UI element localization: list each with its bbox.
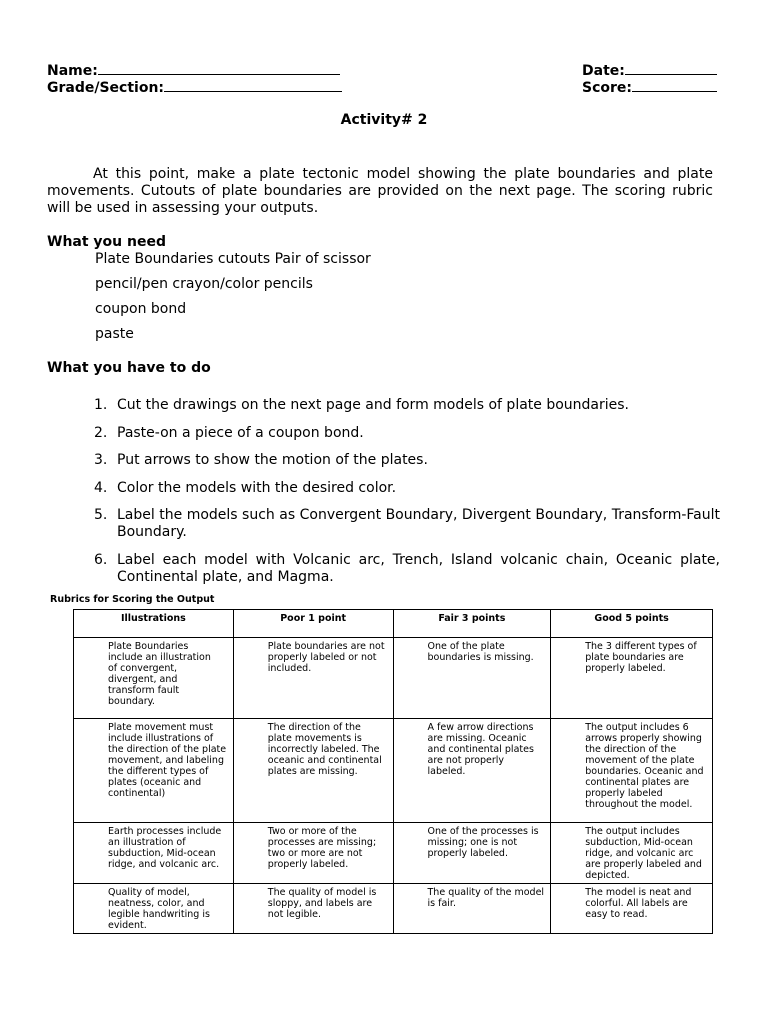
rubric-table xyxy=(73,609,713,934)
step-number: 2. xyxy=(94,425,108,441)
step-text: Put arrows to show the motion of the plates. xyxy=(117,452,428,468)
need-item: coupon bond xyxy=(95,301,187,317)
rubric-header-cell: Poor 1 point xyxy=(233,610,393,638)
grade-section-label: Grade/Section: xyxy=(47,80,165,96)
need-item: paste xyxy=(95,326,134,342)
step-item xyxy=(94,480,720,498)
need-item: pencil/pen crayon/color pencils xyxy=(95,276,313,292)
rubric-row xyxy=(74,638,713,719)
step-number: 3. xyxy=(94,452,108,468)
what-you-need-heading: What you need xyxy=(47,234,166,250)
score-field[interactable] xyxy=(582,78,717,96)
rubric-cell: Plate boundaries are not properly labeled or not included. xyxy=(233,638,393,719)
rubric-cell: The quality of the model is fair. xyxy=(393,884,551,934)
step-number: 4. xyxy=(94,480,108,496)
step-item xyxy=(94,397,720,415)
step-number: 5. xyxy=(94,507,108,523)
step-text: Color the models with the desired color. xyxy=(117,480,397,496)
score-label: Score: xyxy=(582,80,632,96)
rubric-cell: The output includes subduction, Mid-ocean ridge, and volcanic arc are properly labeled and depicted. xyxy=(551,823,713,884)
grade-section-field[interactable] xyxy=(47,78,342,96)
date-label: Date: xyxy=(582,63,625,79)
step-number: 1. xyxy=(94,397,108,413)
need-item: Plate Boundaries cutouts Pair of scissor xyxy=(95,251,371,267)
activity-title: Activity# 2 xyxy=(340,112,428,128)
rubric-cell: One of the processes is missing; one is not properly labeled. xyxy=(393,823,551,884)
step-text: Label the models such as Convergent Boundary, Divergent Boundary, Transform-Fault Boundary. xyxy=(117,507,720,540)
step-item xyxy=(94,552,720,588)
step-item xyxy=(94,452,720,470)
rubric-header-row xyxy=(74,610,713,638)
rubric-cell: Two or more of the processes are missing; two or more are not properly labeled. xyxy=(233,823,393,884)
what-you-have-to-do-heading: What you have to do xyxy=(47,360,211,376)
step-item xyxy=(94,507,720,543)
score-blank[interactable] xyxy=(632,78,717,92)
step-text: Paste-on a piece of a coupon bond. xyxy=(117,425,364,441)
rubric-cell: Plate movement must include illustrations of the direction of the plate movement, and labeling the different types of plates (oceanic and continental) xyxy=(74,719,234,823)
rubric-header-cell: Good 5 points xyxy=(551,610,713,638)
name-blank[interactable] xyxy=(98,61,340,75)
rubric-header-cell: Fair 3 points xyxy=(393,610,551,638)
rubric-header-cell: Illustrations xyxy=(74,610,234,638)
date-field[interactable] xyxy=(582,61,717,79)
step-item xyxy=(94,425,720,443)
rubric-row xyxy=(74,823,713,884)
rubric-cell: One of the plate boundaries is missing. xyxy=(393,638,551,719)
rubric-cell: Quality of model, neatness, color, and legible handwriting is evident. xyxy=(74,884,234,934)
grade-section-blank[interactable] xyxy=(164,78,342,92)
rubric-cell: The quality of model is sloppy, and labels are not legible. xyxy=(233,884,393,934)
rubric-cell: The 3 different types of plate boundaries are properly labeled. xyxy=(551,638,713,719)
rubric-caption: Rubrics for Scoring the Output xyxy=(50,594,215,605)
rubric-row xyxy=(74,719,713,823)
rubric-cell: The model is neat and colorful. All labels are easy to read. xyxy=(551,884,713,934)
name-field[interactable] xyxy=(47,61,340,79)
intro-paragraph: At this point, make a plate tectonic model showing the plate boundaries and plate movements. Cutouts of plate boundaries are provided on the next page. The scoring rubric will be used in assessing your outputs. xyxy=(47,166,713,216)
step-text: Label each model with Volcanic arc, Trench, Island volcanic chain, Oceanic plate, Continental plate, and Magma. xyxy=(117,552,720,585)
rubric-cell: Plate Boundaries include an illustration of convergent, divergent, and transform fault boundary. xyxy=(74,638,234,719)
rubric-cell: The output includes 6 arrows properly showing the direction of the movement of the plate boundaries. Oceanic and continental plates are properly labeled throughout the model. xyxy=(551,719,713,823)
rubric-cell: Earth processes include an illustration of subduction, Mid-ocean ridge, and volcanic arc. xyxy=(74,823,234,884)
step-number: 6. xyxy=(94,552,108,568)
date-blank[interactable] xyxy=(625,61,717,75)
name-label: Name: xyxy=(47,63,98,79)
step-text: Cut the drawings on the next page and form models of plate boundaries. xyxy=(117,397,630,413)
rubric-cell: The direction of the plate movements is incorrectly labeled. The oceanic and continental plates are missing. xyxy=(233,719,393,823)
rubric-row xyxy=(74,884,713,934)
rubric-cell: A few arrow directions are missing. Oceanic and continental plates are not properly labeled. xyxy=(393,719,551,823)
